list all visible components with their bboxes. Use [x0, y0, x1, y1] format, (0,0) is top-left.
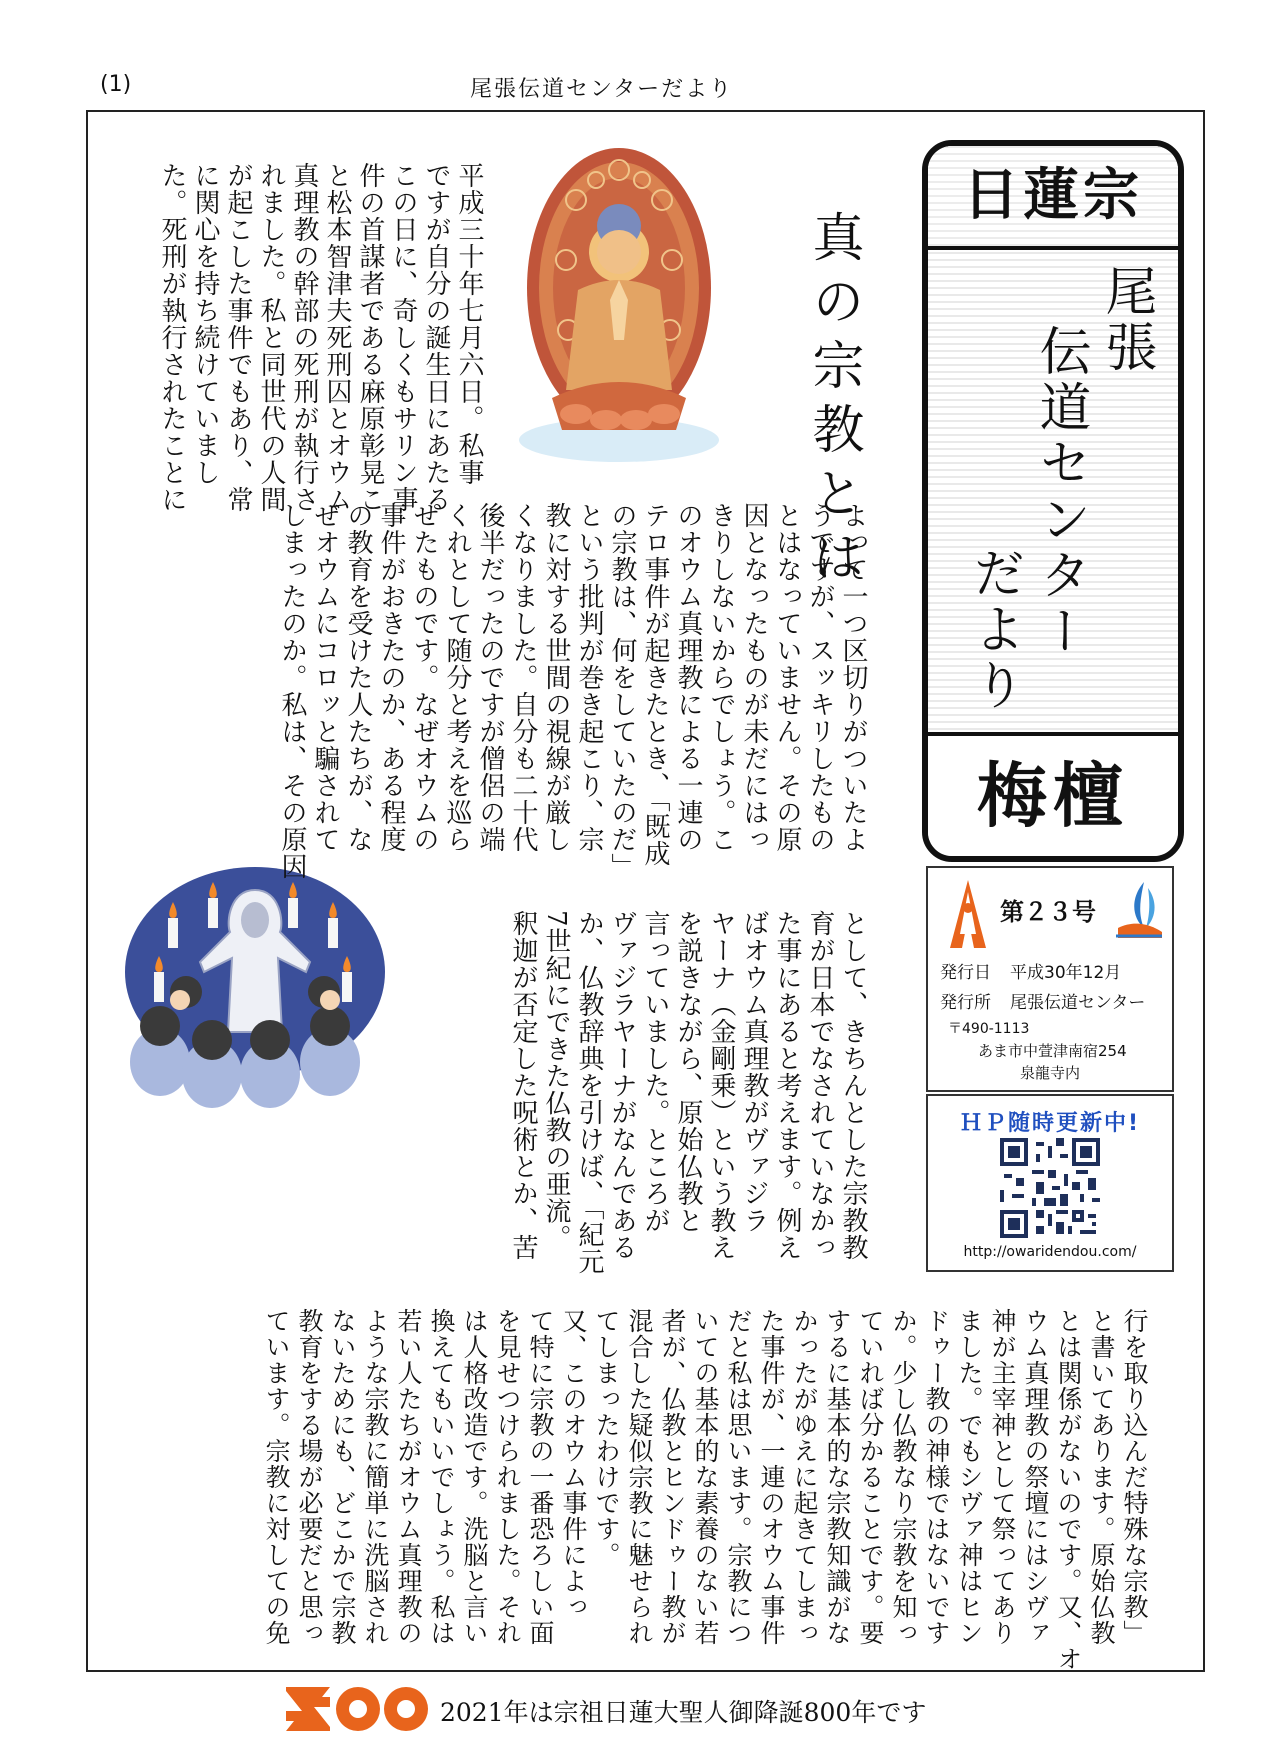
article-title: 真の宗教とは	[803, 210, 863, 594]
issue-address: あま市中萱津南宿254	[978, 1042, 1127, 1060]
cult-ritual-illustration	[120, 862, 390, 1112]
issue-publisher-value: 尾張伝道センター	[1010, 993, 1146, 1013]
text-column: の教育を受けた人たちが、な	[343, 502, 373, 853]
text-column: として、きちんとした宗教教	[838, 910, 868, 1261]
qr-code[interactable]	[1000, 1138, 1100, 1238]
text-column: 後半だったのですが僧侶の端	[475, 502, 505, 853]
text-column: ヤーナ（金剛乗）という教え	[706, 910, 736, 1261]
masthead	[922, 140, 1184, 862]
text-column: ています。宗教に対しての免	[262, 1308, 291, 1646]
text-column: 言っていました。ところが	[640, 910, 670, 1234]
text-column: ドゥー教の神様ではないです	[922, 1308, 951, 1646]
text-column: 若い人たちがオウム真理教の	[394, 1308, 423, 1646]
text-column: と松本智津夫死刑囚とオウム	[322, 162, 352, 513]
text-column: に関心を持ち続けていまし	[190, 162, 220, 486]
text-column: いての基本的な素養のない若	[691, 1308, 720, 1646]
text-column: のオウム真理教による一連の	[673, 502, 703, 853]
text-column: 者が、仏教とヒンドゥー教が	[658, 1308, 687, 1646]
text-column: きりしないからでしょう。こ	[706, 502, 736, 853]
article-block-3	[506, 910, 869, 1275]
text-column: ウム真理教の祭壇にはシヴァ	[1021, 1308, 1050, 1646]
text-column: するに基本的な宗教知識がな	[823, 1308, 852, 1646]
issue-date-value: 平成30年12月	[1010, 963, 1122, 983]
text-column: ですが自分の誕生日にあたる	[421, 162, 451, 513]
text-column: の宗教は、何をしていたのだ」	[607, 502, 637, 880]
article-block-4	[260, 1308, 1151, 1672]
text-column: 釈迦が否定した呪術とか、苦	[508, 910, 538, 1261]
text-column: た事件が、一連のオウム事件	[757, 1308, 786, 1646]
anniversary-800-logo	[284, 1683, 434, 1735]
text-column: 真理教の幹部の死刑が執行さ	[289, 162, 319, 513]
buddha-statue-illustration	[506, 140, 732, 468]
text-column: ヴァジラヤーナがなんである	[607, 910, 637, 1261]
text-column: 平成三十年七月六日。私事	[454, 162, 484, 486]
article-block-1	[155, 162, 485, 513]
text-column: ような宗教に簡単に洗脳され	[361, 1308, 390, 1646]
text-column: せたものです。なぜオウムの	[409, 502, 439, 853]
text-column: ぜオウムにコロッと騙されて	[310, 502, 340, 853]
text-column: だと私は思います。宗教につ	[724, 1308, 753, 1646]
text-column: かったがゆえに起きてしまっ	[790, 1308, 819, 1646]
masthead-sect: 日蓮宗	[928, 146, 1178, 250]
text-column: を説きながら、原始仏教と	[673, 910, 703, 1234]
article-block-2	[275, 502, 869, 880]
text-column: ばオウム真理教がヴァジラ	[739, 910, 769, 1234]
text-column: しまったのか。私は、その原因	[277, 502, 307, 880]
text-column: 行を取り込んだ特殊な宗教」	[1120, 1308, 1149, 1646]
text-column: 教育をする場が必要だと思っ	[295, 1308, 324, 1646]
text-column: れました。私と同世代の人間	[256, 162, 286, 513]
text-column: て特に宗教の一番恐ろしい面	[526, 1308, 555, 1646]
text-column: 7世紀にできた仏教の亜流。	[541, 910, 571, 1252]
text-column: ないためにも、どこかで宗教	[328, 1308, 357, 1646]
homepage-heading: ＨＰ随時更新中!	[959, 1111, 1141, 1136]
text-column: 事件がおきたのか、ある程度	[376, 502, 406, 853]
masthead-sendan: 梅檀	[928, 732, 1178, 856]
text-column: と書いてあります。原始仏教	[1087, 1308, 1116, 1646]
text-column: という批判が巻き起こり、宗	[574, 502, 604, 853]
issue-publisher-label: 発行所	[940, 993, 991, 1013]
text-column: か、仏教辞典を引けば、「紀元	[574, 910, 604, 1275]
issue-temple: 泉龍寺内	[1020, 1064, 1081, 1082]
text-column: 育が日本でなされていなかっ	[805, 910, 835, 1261]
masthead-title-line3: だより	[964, 546, 1024, 714]
issue-number: 第２３号	[1000, 898, 1096, 926]
issue-date-label: 発行日	[940, 963, 991, 983]
text-column: 因となったものが未だにはっ	[739, 502, 769, 853]
text-column: とはなっていません。その原	[772, 502, 802, 853]
text-column: くなりました。自分も二十代	[508, 502, 538, 853]
text-column: 混合した疑似宗教に魅せられ	[625, 1308, 654, 1646]
text-column: この日に、奇しくもサリン事	[388, 162, 418, 513]
text-column: とは関係がないのです。又、オ	[1054, 1308, 1083, 1672]
text-column: テロ事件が起きたとき、「既成	[640, 502, 670, 867]
homepage-url[interactable]: http://owaridendou.com/	[963, 1244, 1137, 1260]
text-column: 神が主宰神として祭ってあり	[988, 1308, 1017, 1646]
text-column: 又、このオウム事件によっ	[559, 1308, 588, 1620]
running-header: 尾張伝道センターだより	[470, 77, 734, 102]
issue-postal: 〒490-1113	[948, 1021, 1030, 1037]
text-column: か。少し仏教なり宗教を知っ	[889, 1308, 918, 1646]
text-column: 教に対する世間の視線が厳し	[541, 502, 571, 853]
text-column: た。死刑が執行されたことに	[157, 162, 187, 513]
text-column: ていれば分かることです。要	[856, 1308, 885, 1646]
text-column: 換えてもいいでしょう。私は	[427, 1308, 456, 1646]
text-column: うですが、スッキリしたもの	[805, 502, 835, 853]
text-column: ました。でもシヴァ神はヒン	[955, 1308, 984, 1646]
text-column: くれとして随分と考えを巡ら	[442, 502, 472, 853]
text-column: は人格改造です。洗脳と言い	[460, 1308, 489, 1646]
homepage-box	[926, 1094, 1174, 1272]
sect-emblem-icon	[946, 878, 990, 952]
text-column: てしまったわけです。	[592, 1308, 621, 1568]
center-logo-icon	[1114, 878, 1164, 942]
text-column: よって一つ区切りがついたよ	[838, 502, 868, 853]
text-column: を見せつけられました。それ	[493, 1308, 522, 1646]
page-number: (1)	[100, 72, 132, 97]
masthead-title-line1: 尾張	[1096, 264, 1156, 376]
masthead-title-line2: 伝道センター	[1030, 324, 1090, 660]
footer-anniversary-text: 2021年は宗祖日蓮大聖人御降誕800年です	[440, 1698, 927, 1727]
text-column: た事にあると考えます。例え	[772, 910, 802, 1261]
issue-info-box	[926, 866, 1174, 1092]
text-column: 件の首謀者である麻原彰晃こ	[355, 162, 385, 513]
text-column: が起こした事件でもあり、常	[223, 162, 253, 513]
